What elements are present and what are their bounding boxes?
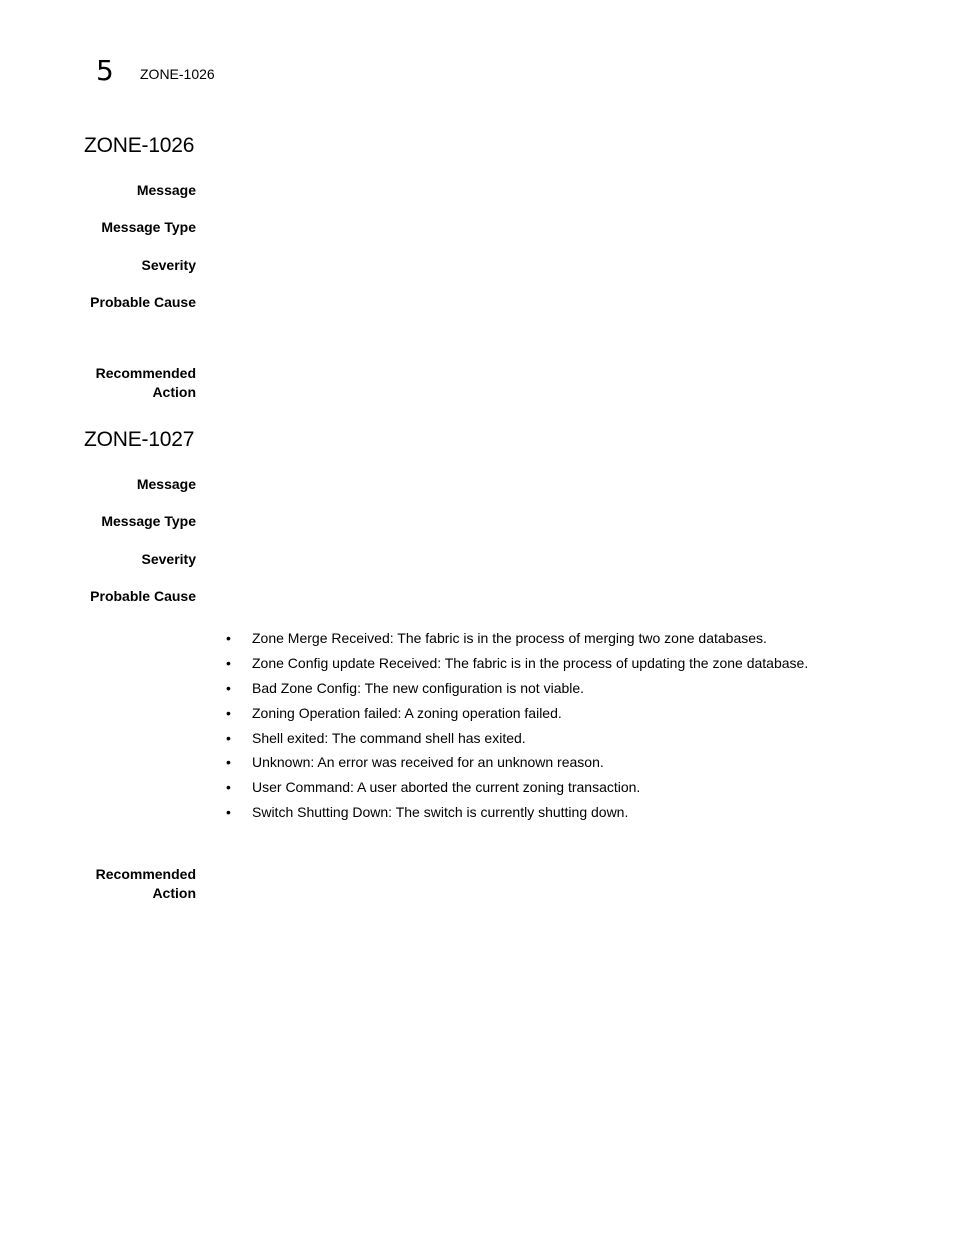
list-item-text: Shell exited: The command shell has exited. xyxy=(252,729,526,746)
label-message-type: Message Type xyxy=(101,219,196,235)
list-item-text: User Command: A user aborted the current zoning transaction. xyxy=(252,779,641,796)
label-message-type: Message Type xyxy=(101,513,196,529)
list-item-text: Unknown: An error was received for an unknown reason. xyxy=(252,754,604,771)
label-recommended-action-line1: Recommended xyxy=(95,365,196,381)
label-severity: Severity xyxy=(141,257,196,273)
label-recommended-action-line2: Action xyxy=(152,885,196,901)
label-severity: Severity xyxy=(141,551,196,567)
label-probable-cause: Probable Cause xyxy=(90,588,196,604)
bullet-icon: • xyxy=(226,679,231,696)
bullet-icon: • xyxy=(226,779,231,796)
label-message: Message xyxy=(136,476,196,492)
list-item-text: Zoning Operation failed: A zoning operation failed. xyxy=(252,704,562,721)
list-item-text: Switch Shutting Down: The switch is currently shutting down. xyxy=(252,804,629,821)
running-header-title: ZONE-1026 xyxy=(140,66,215,82)
label-recommended-action-line1: Recommended xyxy=(95,866,196,882)
list-item-text: Zone Config update Received: The fabric is in the process of updating the zone database. xyxy=(252,654,809,671)
section-title-zone-1027: ZONE-1027 xyxy=(84,428,195,451)
bullet-icon: • xyxy=(226,729,231,746)
list-item-text: Bad Zone Config: The new configuration is not viable. xyxy=(252,679,585,696)
label-message: Message xyxy=(136,182,196,198)
section-title-zone-1026: ZONE-1026 xyxy=(84,134,195,157)
chapter-number: 5 xyxy=(96,54,114,87)
label-recommended-action-line2: Action xyxy=(152,384,196,400)
bullet-icon: • xyxy=(226,704,231,721)
bullet-icon: • xyxy=(226,630,231,646)
bullet-icon: • xyxy=(226,654,231,671)
list-item-text: Zone Merge Received: The fabric is in the process of merging two zone databases. xyxy=(252,630,767,646)
label-probable-cause: Probable Cause xyxy=(90,294,196,310)
bullet-icon: • xyxy=(226,804,231,821)
bullet-icon: • xyxy=(226,754,231,771)
